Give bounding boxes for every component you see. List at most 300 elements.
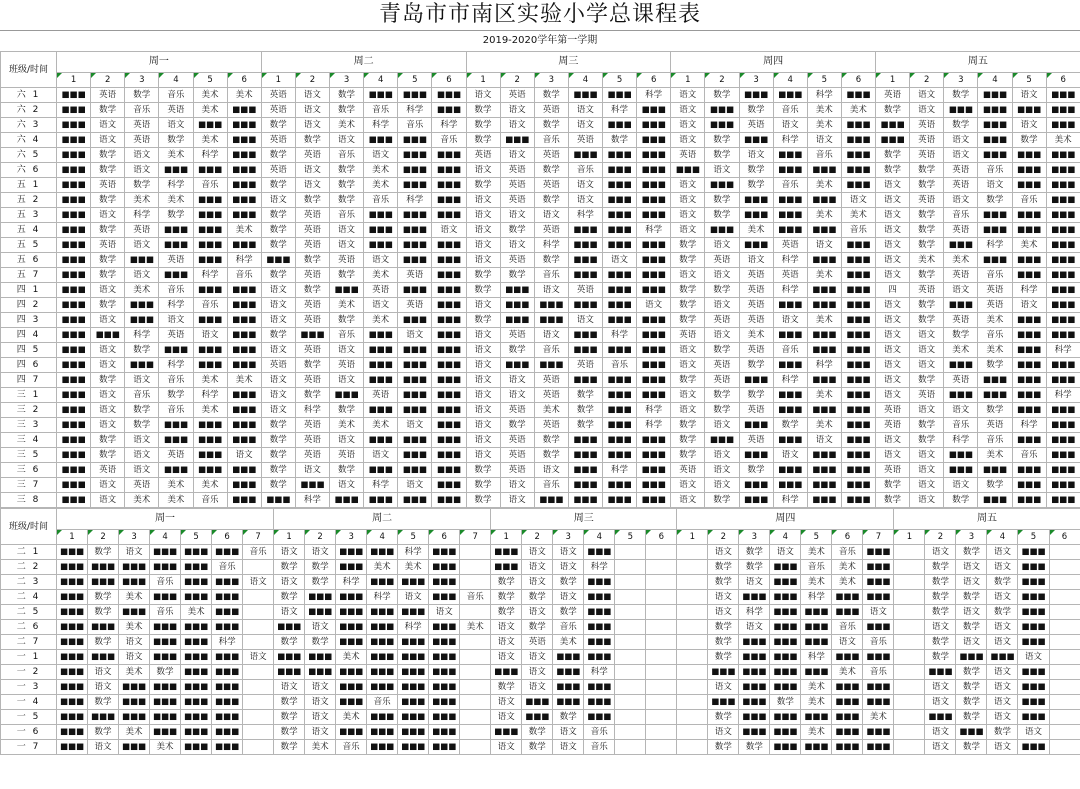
timetable-cell: ■■■ xyxy=(181,635,212,650)
table-row xyxy=(1,208,1080,223)
timetable-cell: 音乐 xyxy=(978,433,1012,448)
timetable-cell: 数学 xyxy=(88,605,119,620)
timetable-cell: 数学 xyxy=(910,373,944,388)
timetable-cell: ■■■ xyxy=(227,313,261,328)
timetable-cell: 英语 xyxy=(910,133,944,148)
timetable-cell: 语文 xyxy=(364,253,398,268)
timetable-cell: 数学 xyxy=(671,253,705,268)
timetable-cell: ■■■ xyxy=(398,373,432,388)
timetable-cell: ■■■ xyxy=(193,208,227,223)
timetable-cell: ■■■ xyxy=(274,650,305,665)
timetable-cell: 数学 xyxy=(944,118,978,133)
period-number: 1 xyxy=(677,530,708,545)
timetable-cell: 语文 xyxy=(708,545,739,560)
timetable-cell: ■■■ xyxy=(57,223,91,238)
timetable-cell: ■■■ xyxy=(770,635,801,650)
timetable-cell: ■■■ xyxy=(1018,740,1049,755)
timetable-cell: 语文 xyxy=(705,298,739,313)
timetable-cell: ■■■ xyxy=(637,283,671,298)
timetable-cell: 语文 xyxy=(466,343,500,358)
timetable-cell: ■■■ xyxy=(125,313,159,328)
timetable-cell: 音乐 xyxy=(159,373,193,388)
day-header: 周一 xyxy=(57,52,262,73)
timetable-cell: ■■■ xyxy=(398,463,432,478)
table-row xyxy=(1,193,1080,208)
timetable-cell: ■■■ xyxy=(801,620,832,635)
timetable-cell: ■■■ xyxy=(568,433,602,448)
timetable-cell: 语文 xyxy=(295,118,329,133)
timetable-cell: 数学 xyxy=(261,223,295,238)
timetable-cell: 数学 xyxy=(88,545,119,560)
period-number: 6 xyxy=(227,73,261,88)
class-label: 四 4 xyxy=(1,328,57,343)
timetable-cell: ■■■ xyxy=(159,418,193,433)
timetable-cell: 美术 xyxy=(807,118,841,133)
timetable-cell: 语文 xyxy=(910,343,944,358)
timetable-cell: ■■■ xyxy=(367,680,398,695)
timetable-cell: ■■■ xyxy=(801,740,832,755)
timetable-cell: 数学 xyxy=(125,88,159,103)
timetable-cell: 数学 xyxy=(261,478,295,493)
timetable-cell: ■■■ xyxy=(534,493,568,508)
timetable-cell: ■■■ xyxy=(398,725,429,740)
class-label: 六 5 xyxy=(1,148,57,163)
timetable-cell: 数学 xyxy=(88,590,119,605)
timetable-cell: 语文 xyxy=(925,725,956,740)
timetable-cell: 数学 xyxy=(305,560,336,575)
timetable-cell: 数学 xyxy=(705,133,739,148)
timetable-cell: 英语 xyxy=(500,403,534,418)
timetable-cell: 英语 xyxy=(944,373,978,388)
timetable-cell: 语文 xyxy=(910,103,944,118)
timetable-cell: 数学 xyxy=(708,635,739,650)
period-number: 6 xyxy=(429,530,460,545)
timetable-cell: ■■■ xyxy=(770,710,801,725)
timetable-cell: 音乐 xyxy=(534,268,568,283)
period-number: 2 xyxy=(500,73,534,88)
timetable-cell: 数学 xyxy=(522,590,553,605)
period-number: 2 xyxy=(305,530,336,545)
timetable-cell: 美术 xyxy=(119,665,150,680)
timetable-cell: 音乐 xyxy=(336,740,367,755)
timetable-cell: 语文 xyxy=(305,545,336,560)
timetable-cell: ■■■ xyxy=(705,118,739,133)
timetable-cell: 语文 xyxy=(432,223,466,238)
timetable-cell: ■■■ xyxy=(863,620,894,635)
timetable-cell: ■■■ xyxy=(978,493,1012,508)
timetable-cell: ■■■ xyxy=(603,418,637,433)
timetable-cell: ■■■ xyxy=(841,88,875,103)
timetable-cell: ■■■ xyxy=(801,605,832,620)
class-label: 五 7 xyxy=(1,268,57,283)
timetable-cell: ■■■ xyxy=(150,695,181,710)
timetable-cell: ■■■ xyxy=(57,238,91,253)
timetable-cell: ■■■ xyxy=(553,680,584,695)
timetable-cell: ■■■ xyxy=(432,268,466,283)
timetable-cell: ■■■ xyxy=(330,283,364,298)
period-number: 3 xyxy=(944,73,978,88)
timetable-cell: 语文 xyxy=(88,665,119,680)
timetable-cell: ■■■ xyxy=(150,710,181,725)
period-number: 5 xyxy=(193,73,227,88)
timetable-cell xyxy=(243,590,274,605)
timetable-cell: ■■■ xyxy=(336,620,367,635)
timetable-cell: 数学 xyxy=(466,283,500,298)
timetable-cell: 语文 xyxy=(671,88,705,103)
timetable-cell: 语文 xyxy=(671,493,705,508)
timetable-cell: ■■■ xyxy=(637,358,671,373)
timetable-cell: 数学 xyxy=(330,163,364,178)
timetable-cell: ■■■ xyxy=(181,590,212,605)
timetable-cell: ■■■ xyxy=(807,463,841,478)
timetable-cell: 英语 xyxy=(500,328,534,343)
timetable-cell xyxy=(615,665,646,680)
timetable-cell: ■■■ xyxy=(364,343,398,358)
timetable-cell: ■■■ xyxy=(491,725,522,740)
timetable-cell xyxy=(646,710,677,725)
timetable-cell: 数学 xyxy=(739,545,770,560)
timetable-cell: 音乐 xyxy=(367,695,398,710)
timetable-cell: ■■■ xyxy=(429,740,460,755)
timetable-cell: ■■■ xyxy=(159,238,193,253)
timetable-cell: 科学 xyxy=(807,358,841,373)
timetable-cell: ■■■ xyxy=(500,283,534,298)
day-header-row xyxy=(1,52,1080,73)
timetable-cell: 数学 xyxy=(150,665,181,680)
timetable-cell: 数学 xyxy=(944,328,978,343)
timetable-cell: ■■■ xyxy=(978,388,1012,403)
timetable-cell: 英语 xyxy=(500,193,534,208)
timetable-cell: ■■■ xyxy=(159,223,193,238)
period-number: 5 xyxy=(1018,530,1049,545)
timetable-cell: ■■■ xyxy=(1012,208,1046,223)
timetable-cell: 美术 xyxy=(119,725,150,740)
timetable-cell: 数学 xyxy=(739,560,770,575)
timetable-cell: 语文 xyxy=(193,328,227,343)
timetable-cell: 英语 xyxy=(534,148,568,163)
timetable-cell: 语文 xyxy=(568,313,602,328)
timetable-cell: ■■■ xyxy=(568,373,602,388)
timetable-cell: ■■■ xyxy=(159,463,193,478)
timetable-cell: 数学 xyxy=(708,560,739,575)
timetable-cell: ■■■ xyxy=(305,650,336,665)
timetable-cell: 美术 xyxy=(978,313,1012,328)
timetable-cell xyxy=(646,605,677,620)
timetable-cell: ■■■ xyxy=(773,388,807,403)
timetable-cell: 语文 xyxy=(910,478,944,493)
timetable-cell: ■■■ xyxy=(432,418,466,433)
period-number: 1 xyxy=(466,73,500,88)
class-label: 六 3 xyxy=(1,118,57,133)
timetable-cell xyxy=(615,710,646,725)
timetable-cell: 语文 xyxy=(295,103,329,118)
timetable-cell: ■■■ xyxy=(1012,103,1046,118)
timetable-cell: 英语 xyxy=(500,253,534,268)
timetable-cell: 语文 xyxy=(770,545,801,560)
period-number: 6 xyxy=(832,530,863,545)
timetable-cell: ■■■ xyxy=(1012,373,1046,388)
timetable-cell: ■■■ xyxy=(637,463,671,478)
timetable-cell: 数学 xyxy=(705,493,739,508)
timetable-cell: ■■■ xyxy=(739,88,773,103)
timetable-cell: ■■■ xyxy=(832,680,863,695)
timetable-cell: ■■■ xyxy=(603,283,637,298)
timetable-cell: ■■■ xyxy=(568,493,602,508)
timetable-cell: ■■■ xyxy=(336,680,367,695)
timetable-cell: ■■■ xyxy=(57,268,91,283)
timetable-cell: 英语 xyxy=(125,133,159,148)
timetable-cell: ■■■ xyxy=(193,418,227,433)
timetable-cell xyxy=(615,620,646,635)
class-label: 五 6 xyxy=(1,253,57,268)
timetable-cell: ■■■ xyxy=(773,478,807,493)
timetable-cell: ■■■ xyxy=(57,575,88,590)
timetable-cell: 科学 xyxy=(637,223,671,238)
timetable-cell xyxy=(646,680,677,695)
timetable-cell: 数学 xyxy=(500,268,534,283)
class-label: 一 1 xyxy=(1,650,57,665)
timetable-cell: 英语 xyxy=(295,418,329,433)
timetable-cell: 美术 xyxy=(364,313,398,328)
timetable-cell: 美术 xyxy=(227,88,261,103)
timetable-cell: 英语 xyxy=(159,253,193,268)
timetable-cell: 英语 xyxy=(534,418,568,433)
timetable-cell: ■■■ xyxy=(603,373,637,388)
timetable-cell: 数学 xyxy=(305,575,336,590)
class-label: 二 3 xyxy=(1,575,57,590)
timetable-cell: 科学 xyxy=(944,433,978,448)
timetable-cell: ■■■ xyxy=(739,680,770,695)
timetable-cell: 数学 xyxy=(987,725,1018,740)
timetable-cell: 科学 xyxy=(193,268,227,283)
timetable-cell: ■■■ xyxy=(227,118,261,133)
timetable-cell: 语文 xyxy=(243,650,274,665)
timetable-cell: ■■■ xyxy=(367,725,398,740)
timetable-cell: ■■■ xyxy=(193,313,227,328)
timetable-cell xyxy=(243,635,274,650)
timetable-cell: 数学 xyxy=(910,418,944,433)
timetable-cell: 语文 xyxy=(466,448,500,463)
timetable-cell: ■■■ xyxy=(603,193,637,208)
timetable-cell: 语文 xyxy=(466,403,500,418)
timetable-cell: ■■■ xyxy=(429,545,460,560)
timetable-cell: ■■■ xyxy=(1046,238,1080,253)
timetable-cell: ■■■ xyxy=(57,178,91,193)
day-header: 周四 xyxy=(671,52,876,73)
timetable-cell: 语文 xyxy=(944,133,978,148)
timetable-cell: ■■■ xyxy=(432,343,466,358)
timetable-cell: 美术 xyxy=(841,208,875,223)
period-number: 7 xyxy=(863,530,894,545)
timetable-cell: ■■■ xyxy=(295,478,329,493)
timetable-cell xyxy=(243,740,274,755)
timetable-cell: ■■■ xyxy=(1012,328,1046,343)
timetable-cell: 语文 xyxy=(125,268,159,283)
timetable-cell xyxy=(894,590,925,605)
timetable-cell: 英语 xyxy=(568,283,602,298)
timetable-cell: ■■■ xyxy=(773,208,807,223)
timetable-cell: 数学 xyxy=(522,740,553,755)
timetable-cell: 语文 xyxy=(705,418,739,433)
timetable-cell: ■■■ xyxy=(150,635,181,650)
class-label: 一 2 xyxy=(1,665,57,680)
period-number: 5 xyxy=(181,530,212,545)
timetable-cell: 数学 xyxy=(671,433,705,448)
timetable-cell: 音乐 xyxy=(568,163,602,178)
timetable-cell: 英语 xyxy=(944,223,978,238)
timetable-cell: ■■■ xyxy=(57,493,91,508)
timetable-cell: ■■■ xyxy=(956,725,987,740)
timetable-cell xyxy=(460,695,491,710)
timetable-cell: 音乐 xyxy=(841,223,875,238)
timetable-cell: 语文 xyxy=(876,448,910,463)
timetable-cell: 科学 xyxy=(1046,343,1080,358)
timetable-cell: 英语 xyxy=(534,388,568,403)
timetable-cell: 音乐 xyxy=(212,560,243,575)
timetable-cell: 美术 xyxy=(364,418,398,433)
timetable-cell: ■■■ xyxy=(398,403,432,418)
timetable-cell: ■■■ xyxy=(584,695,615,710)
timetable-cell: 科学 xyxy=(584,665,615,680)
table-row xyxy=(1,695,1080,710)
timetable-cell: ■■■ xyxy=(193,433,227,448)
timetable-cell: 语文 xyxy=(500,373,534,388)
timetable-cell: 美术 xyxy=(193,403,227,418)
timetable-cell: ■■■ xyxy=(637,133,671,148)
timetable-cell xyxy=(243,725,274,740)
timetable-cell: 英语 xyxy=(739,283,773,298)
timetable-cell: 语文 xyxy=(500,118,534,133)
timetable-cell: ■■■ xyxy=(159,163,193,178)
timetable-cell: ■■■ xyxy=(1046,283,1080,298)
timetable-cell: 科学 xyxy=(212,635,243,650)
timetable-cell: 英语 xyxy=(500,163,534,178)
timetable-cell: 语文 xyxy=(261,313,295,328)
timetable-cell: ■■■ xyxy=(773,463,807,478)
timetable-cell xyxy=(615,650,646,665)
timetable-cell: 美术 xyxy=(330,118,364,133)
timetable-cell: ■■■ xyxy=(181,575,212,590)
timetable-cell: 音乐 xyxy=(773,103,807,118)
timetable-cell: ■■■ xyxy=(212,710,243,725)
period-number: 2 xyxy=(91,73,125,88)
timetable-cell: 科学 xyxy=(603,103,637,118)
class-time-label: 班级/时间 xyxy=(1,509,57,545)
timetable-cell: 英语 xyxy=(773,238,807,253)
timetable-cell: ■■■ xyxy=(432,238,466,253)
timetable-cell: 语文 xyxy=(330,373,364,388)
class-label: 五 1 xyxy=(1,178,57,193)
timetable-cell: ■■■ xyxy=(119,695,150,710)
timetable-cell: ■■■ xyxy=(925,710,956,725)
timetable-cell: ■■■ xyxy=(863,725,894,740)
timetable-cell: 美术 xyxy=(367,560,398,575)
timetable-cell xyxy=(243,695,274,710)
timetable-cell: 数学 xyxy=(466,493,500,508)
class-label: 三 1 xyxy=(1,388,57,403)
timetable-cell: ■■■ xyxy=(88,560,119,575)
timetable-cell: 英语 xyxy=(705,358,739,373)
timetable-cell: ■■■ xyxy=(863,695,894,710)
class-label: 一 5 xyxy=(1,710,57,725)
timetable-cell: 英语 xyxy=(295,148,329,163)
timetable-cell: 英语 xyxy=(91,88,125,103)
period-number: 4 xyxy=(367,530,398,545)
timetable-cell: 英语 xyxy=(739,403,773,418)
timetable-cell: ■■■ xyxy=(553,650,584,665)
timetable-cell: 美术 xyxy=(150,740,181,755)
day-header: 周四 xyxy=(677,509,894,530)
timetable-cell: 语文 xyxy=(671,103,705,118)
timetable-cell: ■■■ xyxy=(88,620,119,635)
timetable-cell: ■■■ xyxy=(1046,478,1080,493)
timetable-cell: ■■■ xyxy=(978,373,1012,388)
timetable-cell: 语文 xyxy=(261,343,295,358)
timetable-cell: ■■■ xyxy=(1046,433,1080,448)
timetable-cell: ■■■ xyxy=(193,238,227,253)
timetable-cell: 语文 xyxy=(876,238,910,253)
timetable-cell: 数学 xyxy=(88,725,119,740)
timetable-cell: 数学 xyxy=(295,193,329,208)
timetable-cell xyxy=(460,725,491,740)
table-row xyxy=(1,148,1080,163)
timetable-cell: ■■■ xyxy=(876,133,910,148)
table-row xyxy=(1,665,1080,680)
timetable-cell: ■■■ xyxy=(1018,695,1049,710)
timetable-cell: ■■■ xyxy=(568,478,602,493)
timetable-cell: ■■■ xyxy=(398,283,432,298)
timetable-cell xyxy=(1049,635,1080,650)
timetable-cell: 语文 xyxy=(956,635,987,650)
timetable-cell: 音乐 xyxy=(460,590,491,605)
timetable-cell: 美术 xyxy=(125,283,159,298)
timetable-cell: ■■■ xyxy=(227,478,261,493)
timetable-cell: 美术 xyxy=(801,725,832,740)
timetable-cell: 数学 xyxy=(330,403,364,418)
timetable-cell: 科学 xyxy=(603,328,637,343)
timetable-cell: 语文 xyxy=(773,448,807,463)
timetable-cell: 数学 xyxy=(159,388,193,403)
timetable-cell: 音乐 xyxy=(159,88,193,103)
timetable-cell: 语文 xyxy=(910,403,944,418)
timetable-cell: ■■■ xyxy=(57,358,91,373)
timetable-cell: ■■■ xyxy=(637,433,671,448)
timetable-cell: ■■■ xyxy=(367,545,398,560)
timetable-cell: 英语 xyxy=(739,433,773,448)
timetable-cell: 语文 xyxy=(978,178,1012,193)
timetable-cell: 音乐 xyxy=(553,620,584,635)
timetable-cell: 英语 xyxy=(910,118,944,133)
timetable-cell: ■■■ xyxy=(432,328,466,343)
timetable-cell: 数学 xyxy=(466,133,500,148)
timetable-cell xyxy=(677,725,708,740)
timetable-cell xyxy=(894,635,925,650)
timetable-cell: 科学 xyxy=(398,545,429,560)
timetable-cell: ■■■ xyxy=(705,103,739,118)
timetable-cell: 语文 xyxy=(522,575,553,590)
timetable-cell: 语文 xyxy=(429,605,460,620)
timetable-cell xyxy=(894,545,925,560)
timetable-cell xyxy=(243,620,274,635)
timetable-cell: 数学 xyxy=(261,238,295,253)
timetable-cell: 语文 xyxy=(553,560,584,575)
timetable-cell: 科学 xyxy=(159,298,193,313)
timetable-cell: ■■■ xyxy=(398,635,429,650)
timetable-cell: 语文 xyxy=(1012,118,1046,133)
timetable-cell: 科学 xyxy=(773,373,807,388)
timetable-cell: 音乐 xyxy=(832,545,863,560)
timetable-cell: 语文 xyxy=(671,268,705,283)
